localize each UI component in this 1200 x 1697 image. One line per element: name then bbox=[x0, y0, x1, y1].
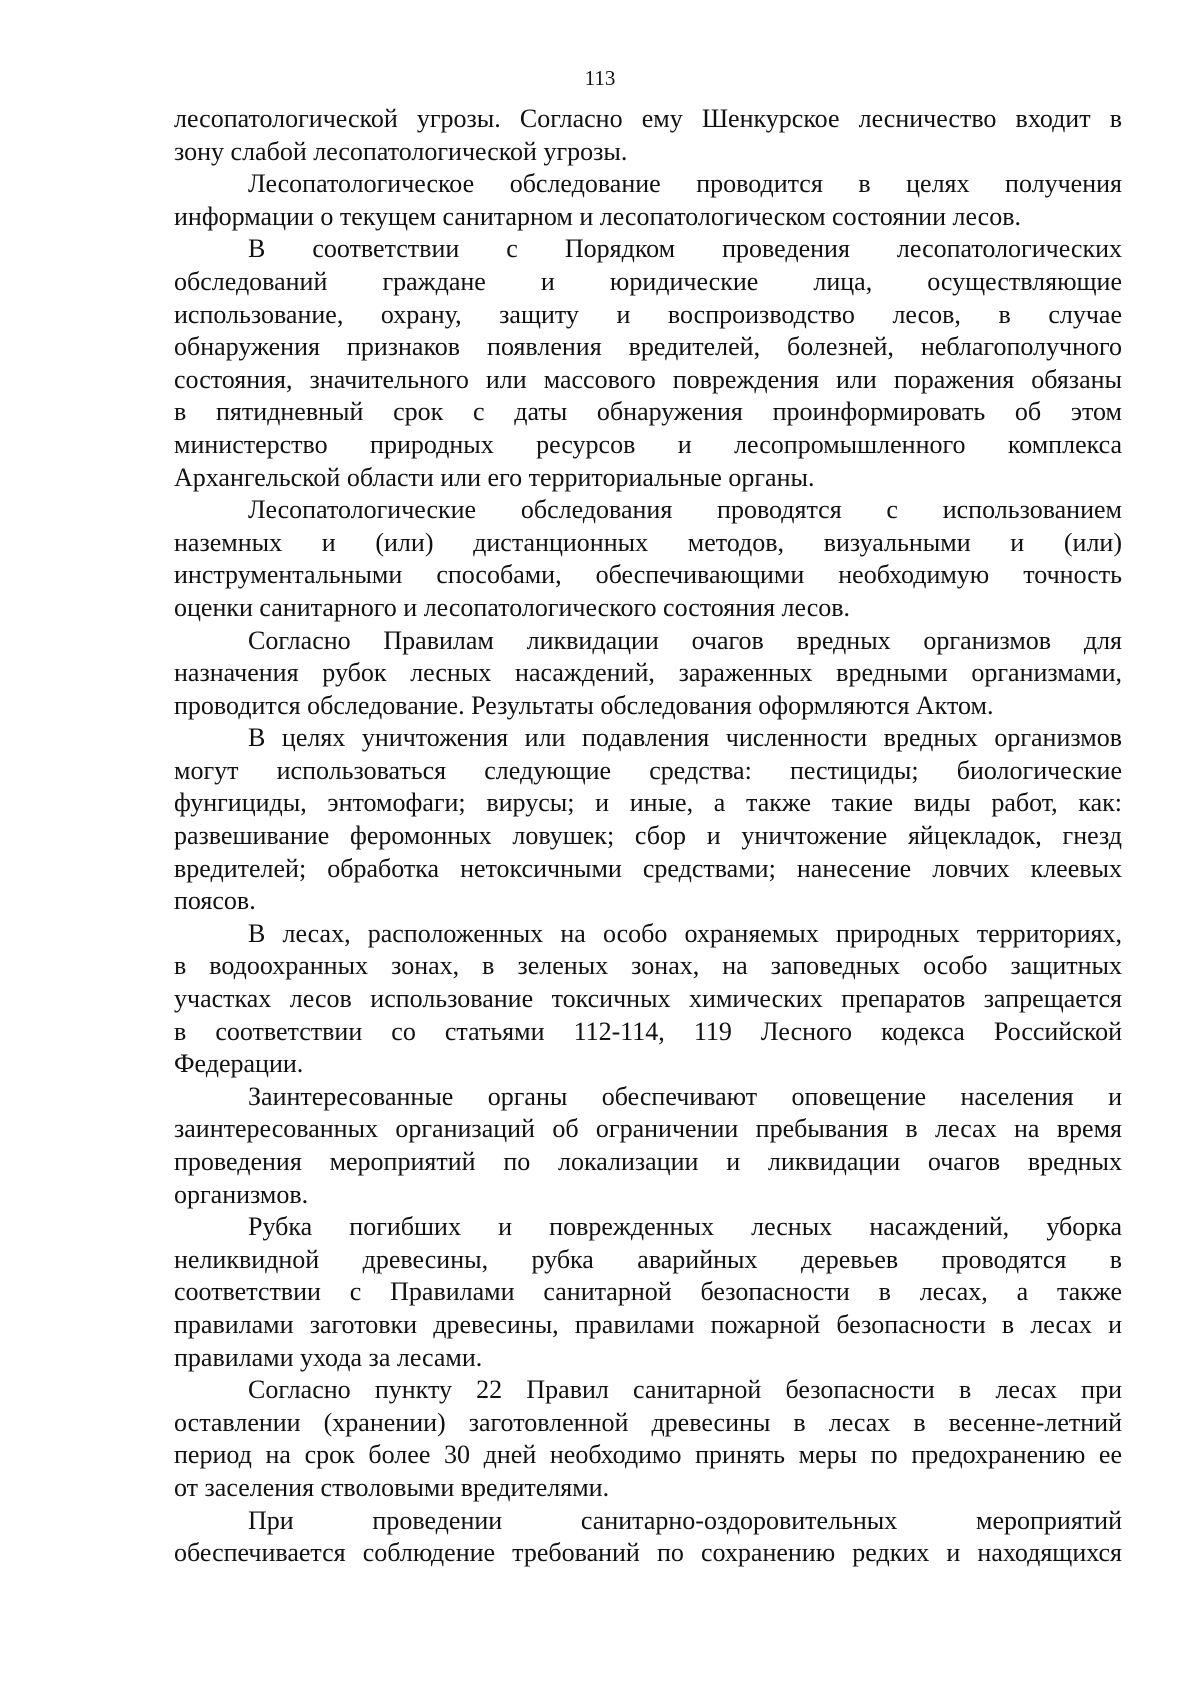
text-line: проводится обследование. Результаты обследования оформляются Актом. bbox=[174, 690, 994, 720]
text-line: Федерации. bbox=[174, 1049, 304, 1079]
text-line: лесопатологической угрозы. Согласно ему Шенкурское лесничество входит в bbox=[174, 104, 1122, 133]
text-line: Архангельской области или его территориальные органы. bbox=[174, 462, 815, 492]
text-line: в соответствии со статьями 112-114, 119 Лесного кодекса Российской bbox=[174, 1016, 1122, 1046]
page-number: 113 bbox=[584, 66, 616, 90]
text-line: При проведении санитарно-оздоровительных мероприятий bbox=[248, 1505, 1122, 1535]
text-line: оценки санитарного и лесопатологического состояния лесов. bbox=[174, 592, 851, 622]
text-line: обследований граждане и юридические лица, осуществляющие bbox=[174, 266, 1122, 296]
text-line: в водоохранных зонах, в зеленых зонах, на заповедных особо защитных bbox=[174, 951, 1122, 981]
text-line: от заселения стволовыми вредителями. bbox=[174, 1472, 610, 1502]
text-line: обеспечивается соблюдение требований по сохранению редких и находящихся bbox=[174, 1538, 1122, 1568]
text-line: заинтересованных организаций об ограничении пребывания в лесах на время bbox=[174, 1114, 1122, 1144]
text-line: проведения мероприятий по локализации и ликвидации очагов вредных bbox=[174, 1147, 1122, 1176]
text-line: министерство природных ресурсов и лесопромышленного комплекса bbox=[174, 429, 1122, 459]
text-line: Заинтересованные органы обеспечивают оповещение населения и bbox=[248, 1081, 1122, 1111]
text-line: в пятидневный срок с даты обнаружения проинформировать об этом bbox=[174, 397, 1122, 427]
text-line: Лесопатологические обследования проводятся с использованием bbox=[248, 495, 1122, 525]
text-line: организмов. bbox=[174, 1179, 309, 1209]
text-line: Согласно пункту 22 Правил санитарной безопасности в лесах при bbox=[248, 1375, 1122, 1405]
text-line: обнаружения признаков появления вредителей, болезней, неблагополучного bbox=[174, 332, 1122, 362]
text-line: Рубка погибших и поврежденных лесных насаждений, уборка bbox=[248, 1212, 1122, 1242]
text-line: информации о текущем санитарном и лесопатологическом состоянии лесов. bbox=[174, 201, 1021, 231]
text-line: фунгициды, энтомофаги; вирусы; и иные, а также такие виды работ, как: bbox=[174, 788, 1122, 818]
text-line: состояния, значительного или массового повреждения или поражения обязаны bbox=[174, 364, 1122, 394]
text-line: могут использоваться следующие средства: пестициды; биологические bbox=[174, 755, 1122, 785]
text-line: соответствии с Правилами санитарной безопасности в лесах, а также bbox=[174, 1277, 1122, 1307]
text-line: участках лесов использование токсичных химических препаратов запрещается bbox=[174, 984, 1122, 1014]
text-line: поясов. bbox=[174, 886, 256, 916]
text-line: использование, охрану, защиту и воспроизводство лесов, в случае bbox=[174, 299, 1122, 329]
text-line: Согласно Правилам ликвидации очагов вредных организмов для bbox=[248, 625, 1122, 655]
text-line: В соответствии с Порядком проведения лесопатологических bbox=[248, 234, 1122, 264]
text-line: период на срок более 30 дней необходимо принять меры по предохранению ее bbox=[174, 1440, 1122, 1470]
text-line: неликвидной древесины, рубка аварийных деревьев проводятся в bbox=[174, 1244, 1122, 1274]
text-line: правилами заготовки древесины, правилами пожарной безопасности в лесах и bbox=[174, 1309, 1122, 1339]
text-line: правилами ухода за лесами. bbox=[174, 1342, 483, 1372]
text-line: инструментальными способами, обеспечивающими необходимую точность bbox=[174, 560, 1122, 590]
text-line: вредителей; обработка нетоксичными средствами; нанесение ловчих клеевых bbox=[174, 853, 1122, 883]
text-line: Лесопатологическое обследование проводится в целях получения bbox=[248, 169, 1122, 199]
text-line: развешивание феромонных ловушек; сбор и уничтожение яйцекладок, гнезд bbox=[174, 821, 1122, 851]
text-line: назначения рубок лесных насаждений, зараженных вредными организмами, bbox=[174, 658, 1122, 688]
text-line: наземных и (или) дистанционных методов, визуальными и (или) bbox=[174, 527, 1122, 557]
text-line: зону слабой лесопатологической угрозы. bbox=[174, 136, 628, 166]
document-body bbox=[174, 103, 1122, 1570]
text-line: оставлении (хранении) заготовленной древесины в лесах в весенне-летний bbox=[174, 1407, 1122, 1437]
text-line: В лесах, расположенных на особо охраняемых природных территориях, bbox=[248, 918, 1122, 948]
text-line: В целях уничтожения или подавления численности вредных организмов bbox=[248, 723, 1122, 753]
